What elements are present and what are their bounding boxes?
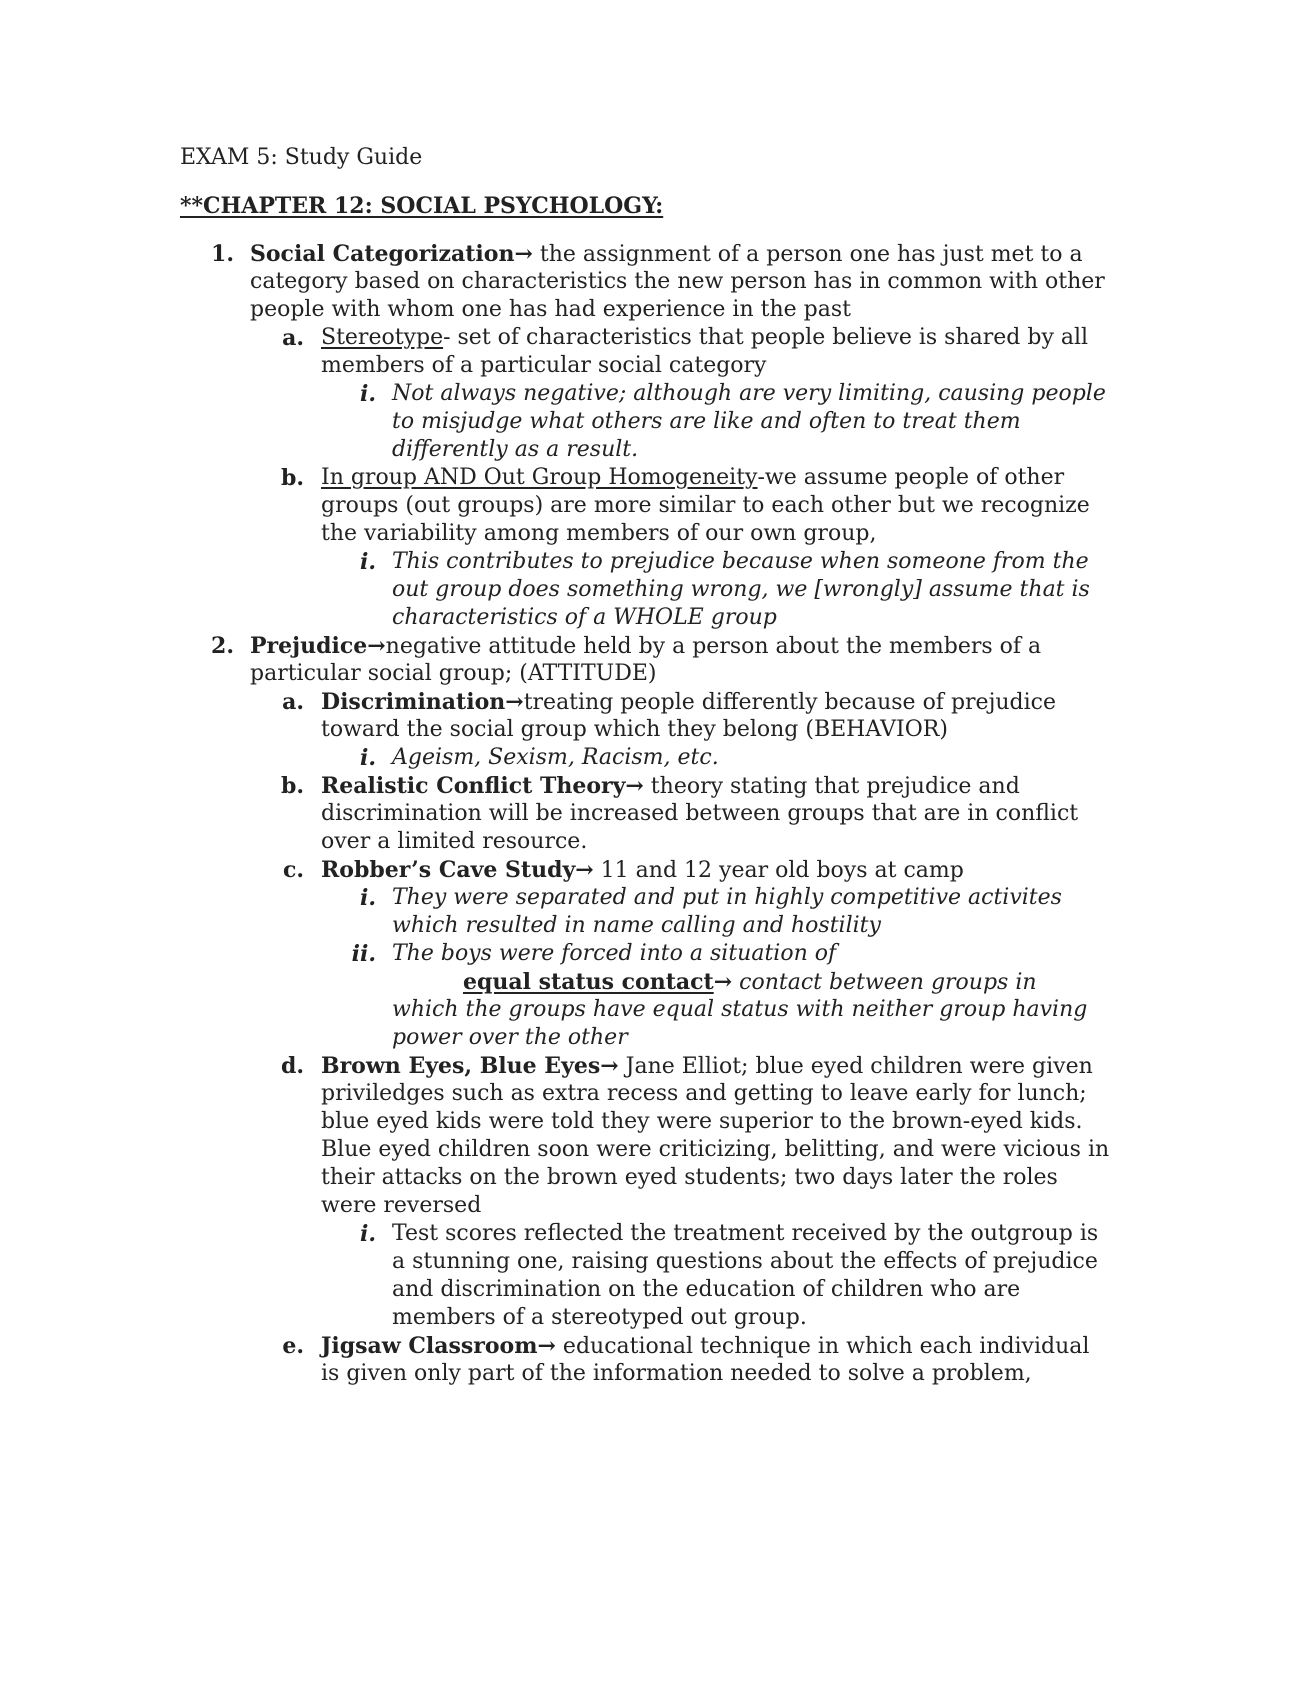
item-number: 1. [211,241,234,267]
arrow-icon: → [505,689,524,715]
arrow-icon: → [367,633,386,659]
term-brown-eyes-blue-eyes: Brown Eyes, Blue Eyes [321,1053,601,1079]
term-stereotype: Stereotype [321,325,444,350]
term-discrimination: Discrimination [321,689,506,715]
item-letter: a. [282,325,304,351]
term-robbers-cave-study: Robber’s Cave Study [321,857,576,883]
item-roman: i. [359,381,376,407]
list-item: Robber’s Cave Study→ 11 and 12 year old boys at camp [321,857,964,883]
item-roman: i. [359,1221,376,1247]
arrow-icon: → [625,773,644,799]
item-letter: a. [282,689,304,715]
arrow-icon: → [713,969,733,995]
list-item: In group AND Out Group Homogeneity-we assume people of other [321,465,1065,490]
arrow-icon: → [514,241,533,267]
list-item: Realistic Conflict Theory→ theory stating that prejudice and [321,773,1020,799]
list-item: Brown Eyes, Blue Eyes→ Jane Elliot; blue eyed children were given [321,1053,1093,1079]
item-letter: e. [282,1333,304,1359]
item-roman: i. [359,549,376,575]
list-item: Not always negative; although are very limiting, causing people [392,381,1106,406]
arrow-icon: → [537,1333,556,1359]
document-page: EXAM 5: Study Guide **CHAPTER 12: SOCIAL PSYCHOLOGY: 1. Social Categorization→ the assignment of a person one has just met to a category based on characteristics the new person has in common with other people with whom one has had experience in the past a. Stereotype- set of characteristics that people believe is shared by all members of a particular social category i. Not always negative; although are very limiting, causing people to misjudge what others are like and often to treat them differently as a result. b. In group AND Out Group Homogeneity-we assume people of other groups (out groups) are more similar to each other but we recognize the variability among members of our own group, i. This contributes to prejudice because when someone from the out group does something wrong, we [wrongly] assume that is characteristics of a WHOLE group 2. Prejudice→negative attitude held by a person about the members of a particular social group; (ATTITUDE) a. Discrimination→treating people differently because of prejudice toward the social group which they belong (BEHAVIOR) i. Ageism, Sexism, Racism, etc. b. Realistic Conflict Theory→ theory stating that prejudice and discrimination will be increased between groups that are in conflict over a limited resource. c. Robber’s Cave Study→ 11 and 12 year old boys at camp i. They were separated and put in highly competitive activites which resulted in name calling and hostility ii. The boys were forced into a situation of equal status contact→ contact between groups in which the groups have equal status with neither group having power over the other d. Brown Eyes, Blue Eyes→ Jane Elliot; blue eyed children were given priviledges such as extra recess and getting to leave early for lunch; blue eyed kids were told they were superior to the brown-eyed kids. Blue eyed children soon were criticizing, belitting, and were vicious in their attacks on the brown eyed students; two days later the roles were reversed i. Test scores reflected the treatment received by the outgroup is a stunning one, raising questions about the effects of prejudice and discrimination on the education of children who are members of a stereotyped out group. e. Jigsaw Classroom→ educational technique in which each individual is given only part of the information needed to solve a problem, [180,145,1110,1386]
term-group-homogeneity: In group AND Out Group Homogeneity [321,465,758,490]
item-letter: b. [280,773,304,799]
chapter-heading: **CHAPTER 12: SOCIAL PSYCHOLOGY: [180,193,664,219]
list-item: Social Categorization→ the assignment of a person one has just met to a [250,241,1083,267]
item-roman: i. [359,885,376,911]
list-item: Jigsaw Classroom→ educational technique in which each individual [321,1333,1090,1359]
list-item: This contributes to prejudice because when someone from the [392,549,1089,574]
list-item: They were separated and put in highly competitive activites [392,885,1062,910]
term-realistic-conflict-theory: Realistic Conflict Theory [321,773,626,799]
item-letter: b. [280,465,304,491]
document-title: EXAM 5: Study Guide [180,145,423,170]
term-jigsaw-classroom: Jigsaw Classroom [321,1333,538,1359]
item-letter: c. [282,857,304,883]
list-item: Test scores reflected the treatment received by the outgroup is [392,1221,1099,1246]
list-item: Prejudice→negative attitude held by a person about the members of a [250,633,1042,659]
term-equal-status-contact: equal status contact [463,969,714,995]
term-social-categorization: Social Categorization [250,241,515,267]
list-item: Discrimination→treating people differently because of prejudice [321,689,1057,715]
arrow-icon: → [575,857,594,883]
term-prejudice: Prejudice [250,633,368,659]
list-item: Ageism, Sexism, Racism, etc. [392,745,719,770]
list-item: The boys were forced into a situation of [392,941,837,966]
arrow-icon: → [600,1053,619,1079]
item-roman: i. [359,745,376,771]
item-letter: d. [280,1053,304,1079]
item-roman: ii. [351,941,376,967]
list-item: Stereotype- set of characteristics that people believe is shared by all [321,325,1089,350]
item-number: 2. [211,633,234,659]
